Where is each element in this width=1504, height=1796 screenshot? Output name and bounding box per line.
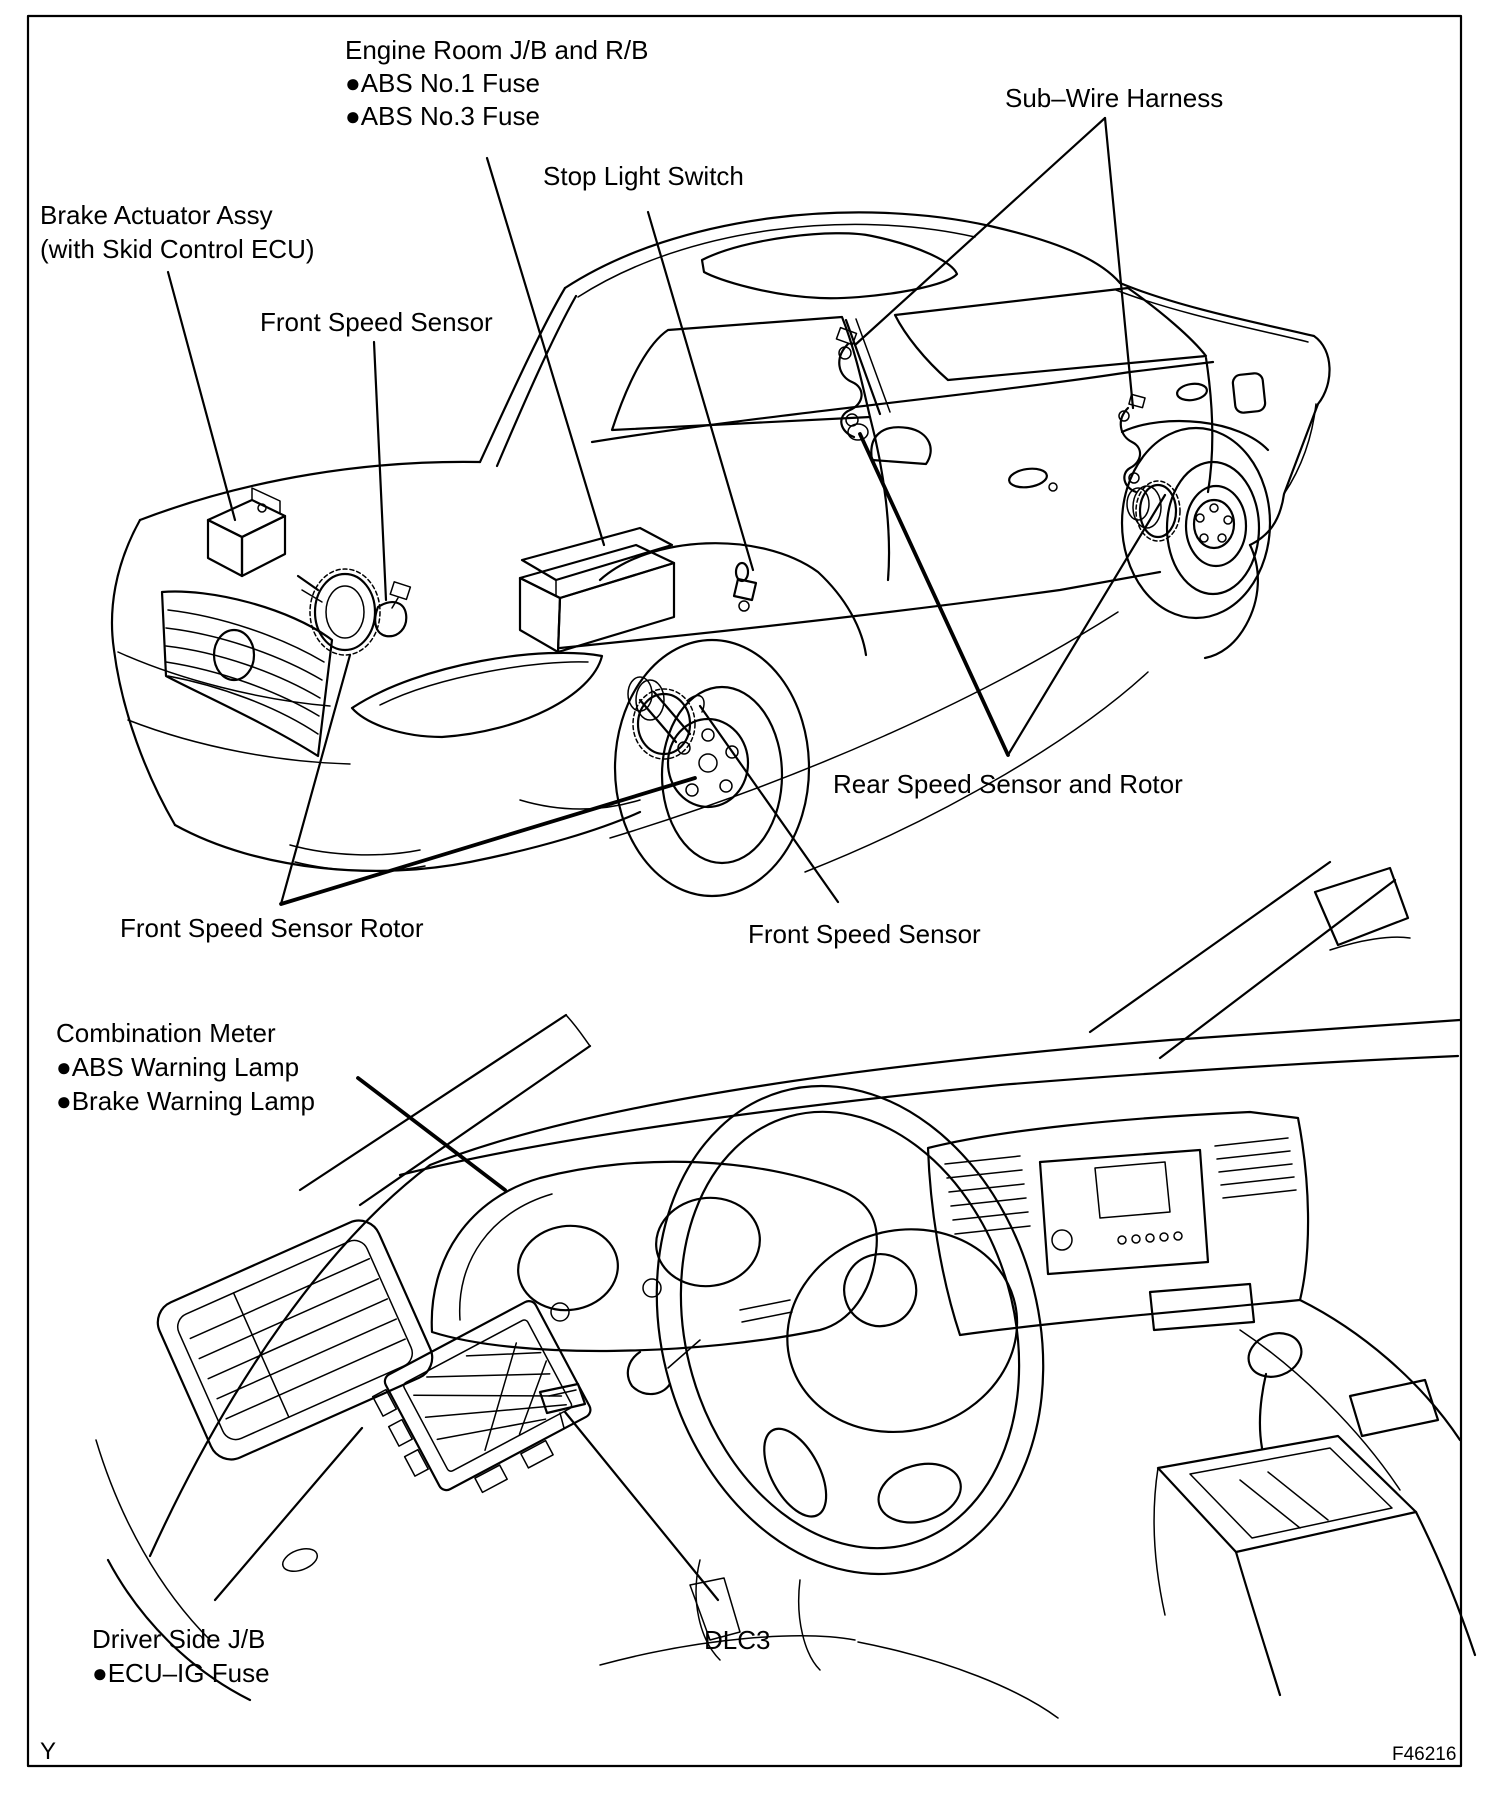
radio-display bbox=[1095, 1162, 1170, 1218]
label-driver-side-jb bbox=[92, 1622, 270, 1690]
center-stack bbox=[928, 1112, 1308, 1335]
driver-side-jb-title: Driver Side J/B bbox=[92, 1624, 266, 1654]
engine-room-jb-box bbox=[520, 528, 674, 652]
rear-wheel bbox=[1122, 421, 1270, 618]
front-door-handle bbox=[1008, 466, 1048, 489]
label-front-speed-sensor-rotor: Front Speed Sensor Rotor bbox=[120, 913, 424, 943]
brake-actuator-line1: Brake Actuator Assy bbox=[40, 200, 273, 230]
engine-room-jb-item-abs1: ●ABS No.1 Fuse bbox=[345, 68, 540, 98]
leader-front-speed-sensor-top bbox=[374, 342, 386, 600]
figure-code: F46216 bbox=[1392, 1744, 1457, 1765]
spoke-cutout-left bbox=[751, 1419, 838, 1526]
leader-combination-meter bbox=[358, 1078, 505, 1190]
leader-engine-room-jb bbox=[487, 158, 604, 545]
combination-meter-item-abs-lamp: ●ABS Warning Lamp bbox=[56, 1052, 300, 1082]
page-marker-y: Y bbox=[40, 1738, 57, 1765]
front-hub bbox=[668, 719, 748, 807]
gear-shifter bbox=[1154, 1326, 1475, 1695]
leader-rear-speed-sensor-left bbox=[860, 434, 1008, 755]
horn-button bbox=[836, 1246, 925, 1335]
brake-actuator-line2: (with Skid Control ECU) bbox=[40, 234, 315, 264]
steering-wheel bbox=[601, 1040, 1099, 1620]
figure-border bbox=[28, 16, 1461, 1766]
label-stop-light-switch: Stop Light Switch bbox=[543, 161, 744, 191]
label-dlc3: DLC3 bbox=[704, 1625, 771, 1655]
label-front-speed-sensor-top: Front Speed Sensor bbox=[260, 307, 493, 337]
front-rotor-engine-bay bbox=[298, 569, 410, 655]
leader-brake-actuator bbox=[168, 272, 235, 520]
leader-rear-speed-sensor-right bbox=[1008, 495, 1165, 755]
leader-sub-wire-harness-left bbox=[855, 118, 1105, 345]
leader-stop-light-switch bbox=[648, 212, 753, 570]
label-sub-wire-harness: Sub–Wire Harness bbox=[1005, 83, 1224, 113]
gauge-right bbox=[650, 1191, 765, 1293]
label-brake-actuator bbox=[40, 198, 315, 266]
fuel-door bbox=[1232, 373, 1266, 414]
label-combination-meter bbox=[56, 1016, 315, 1118]
engine-room-jb-title: Engine Room J/B and R/B bbox=[345, 35, 649, 65]
instrument-panel-art bbox=[96, 862, 1475, 1718]
brake-actuator-box bbox=[208, 488, 285, 576]
combination-meter-item-brake-lamp: ●Brake Warning Lamp bbox=[56, 1086, 315, 1116]
leader-driver-side-jb bbox=[215, 1428, 362, 1600]
driver-side-jb-item-ecu-ig: ●ECU–IG Fuse bbox=[92, 1658, 270, 1688]
headlight bbox=[352, 653, 602, 737]
spoke-cutout-bottom bbox=[872, 1455, 968, 1532]
grille bbox=[162, 591, 332, 756]
leader-dlc3 bbox=[565, 1412, 718, 1600]
label-rear-speed-sensor-rotor: Rear Speed Sensor and Rotor bbox=[833, 769, 1183, 799]
label-front-speed-sensor-bottom: Front Speed Sensor bbox=[748, 919, 981, 949]
left-air-vent bbox=[151, 1214, 439, 1467]
engine-room-jb-item-abs3: ●ABS No.3 Fuse bbox=[345, 101, 540, 131]
combination-meter-title: Combination Meter bbox=[56, 1018, 276, 1048]
label-engine-room-jb bbox=[345, 34, 649, 133]
toyota-emblem bbox=[214, 630, 254, 680]
combination-meter-cluster bbox=[432, 1162, 877, 1351]
radio-unit bbox=[1040, 1150, 1208, 1274]
rear-door-handle bbox=[1176, 382, 1208, 402]
